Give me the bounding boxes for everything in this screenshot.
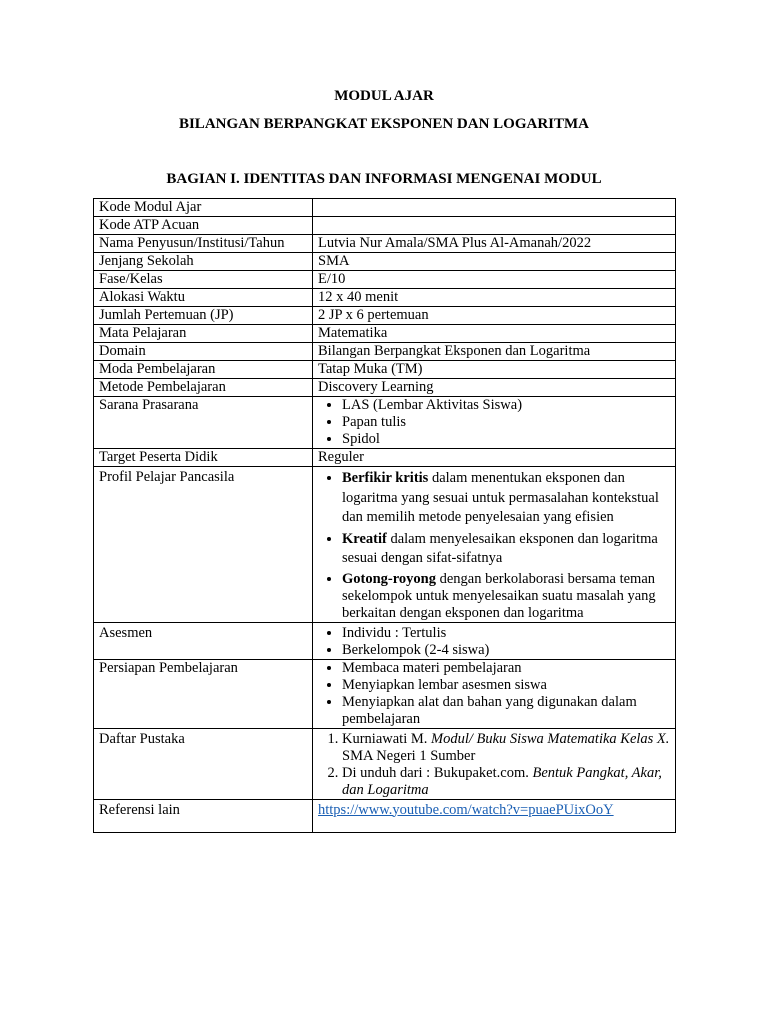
list-item bbox=[342, 469, 670, 528]
table-row bbox=[94, 289, 676, 307]
table-row bbox=[94, 271, 676, 289]
table-row bbox=[94, 217, 676, 235]
table-row bbox=[94, 379, 676, 397]
row-label: Profil Pelajar Pancasila bbox=[94, 467, 313, 623]
row-value: 12 x 40 menit bbox=[313, 289, 676, 307]
profil-list bbox=[318, 469, 670, 622]
list-item: • Berkelompok (2-4 siswa) bbox=[342, 642, 670, 659]
pustaka-list bbox=[318, 731, 670, 799]
row-label: Kode ATP Acuan bbox=[94, 217, 313, 235]
table-row bbox=[94, 622, 676, 659]
table-row bbox=[94, 361, 676, 379]
ref-author: Kurniawati M. bbox=[342, 730, 431, 747]
row-value bbox=[313, 397, 676, 449]
row-value bbox=[313, 622, 676, 659]
row-value bbox=[313, 799, 676, 832]
row-label: Asesmen bbox=[94, 622, 313, 659]
row-value: SMA bbox=[313, 253, 676, 271]
list-item: • Spidol bbox=[342, 431, 670, 448]
item-bold: Gotong-royong bbox=[342, 570, 436, 587]
row-value bbox=[313, 467, 676, 623]
ref-title: Modul/ Buku Siswa Matematika Kelas X. bbox=[431, 730, 670, 747]
row-label: Jumlah Pertemuan (JP) bbox=[94, 307, 313, 325]
table-row bbox=[94, 799, 676, 832]
sarana-list bbox=[318, 397, 670, 448]
list-item: • Menyiapkan lembar asesmen siswa bbox=[342, 677, 670, 694]
table-row bbox=[94, 467, 676, 623]
list-item bbox=[342, 530, 670, 569]
list-item: • Menyiapkan alat dan bahan yang digunakan dalam pembelajaran bbox=[342, 694, 670, 728]
table-row bbox=[94, 659, 676, 728]
row-value bbox=[313, 217, 676, 235]
row-value bbox=[313, 199, 676, 217]
ref-title: Bentuk Pangkat, Akar, dan Logaritma bbox=[342, 764, 662, 798]
table-row bbox=[94, 325, 676, 343]
ref-publisher: SMA Negeri 1 Sumber bbox=[342, 747, 476, 764]
table-row bbox=[94, 235, 676, 253]
row-value: Bilangan Berpangkat Eksponen dan Logaritma bbox=[313, 343, 676, 361]
row-label: Target Peserta Didik bbox=[94, 449, 313, 467]
list-item: • Papan tulis bbox=[342, 414, 670, 431]
row-label: Daftar Pustaka bbox=[94, 728, 313, 799]
item-text: dengan berkolaborasi bersama teman sekelompok untuk menyelesaikan suatu masalah yang berkaitan dengan eksponen dan logaritma bbox=[342, 570, 656, 621]
row-value bbox=[313, 659, 676, 728]
row-label: Kode Modul Ajar bbox=[94, 199, 313, 217]
list-item bbox=[342, 765, 670, 799]
item-text: dalam menyelesaikan eksponen dan logaritma sesuai dengan sifat-sifatnya bbox=[342, 530, 658, 566]
asesmen-list bbox=[318, 625, 670, 659]
row-label: Persiapan Pembelajaran bbox=[94, 659, 313, 728]
table-row bbox=[94, 728, 676, 799]
youtube-reference-link[interactable]: https://www.youtube.com/watch?v=puaePUixOoY bbox=[318, 801, 614, 818]
row-value: Matematika bbox=[313, 325, 676, 343]
table-row bbox=[94, 397, 676, 449]
row-label: Metode Pembelajaran bbox=[94, 379, 313, 397]
row-label: Moda Pembelajaran bbox=[94, 361, 313, 379]
table-row bbox=[94, 307, 676, 325]
row-value: Lutvia Nur Amala/SMA Plus Al-Amanah/2022 bbox=[313, 235, 676, 253]
ref-source: Di unduh dari : Bukupaket.com. bbox=[342, 764, 533, 781]
item-bold: Kreatif bbox=[342, 530, 387, 547]
list-item: • Membaca materi pembelajaran bbox=[342, 660, 670, 677]
row-label: Nama Penyusun/Institusi/Tahun bbox=[94, 235, 313, 253]
list-item: • Individu : Tertulis bbox=[342, 625, 670, 642]
list-item: • LAS (Lembar Aktivitas Siswa) bbox=[342, 397, 670, 414]
row-value: Reguler bbox=[313, 449, 676, 467]
row-label: Jenjang Sekolah bbox=[94, 253, 313, 271]
row-value bbox=[313, 728, 676, 799]
item-bold: Berfikir kritis bbox=[342, 470, 429, 486]
row-label: Alokasi Waktu bbox=[94, 289, 313, 307]
row-value: Discovery Learning bbox=[313, 379, 676, 397]
list-item bbox=[342, 731, 670, 765]
row-value: Tatap Muka (TM) bbox=[313, 361, 676, 379]
document-title: MODUL AJAR bbox=[334, 88, 434, 104]
document-subtitle: BILANGAN BERPANGKAT EKSPONEN DAN LOGARITMA bbox=[178, 116, 590, 132]
table-row bbox=[94, 253, 676, 271]
item-text: dalam menentukan eksponen dan logaritma yang sesuai untuk permasalahan kontekstual dan memilih metode penyelesaian yang efisien bbox=[342, 470, 659, 525]
section-heading: BAGIAN I. IDENTITAS DAN INFORMASI MENGENAI MODUL bbox=[166, 171, 602, 187]
list-item bbox=[342, 571, 670, 622]
module-identity-table bbox=[93, 198, 676, 833]
row-label: Referensi lain bbox=[94, 799, 313, 832]
persiapan-list bbox=[318, 660, 670, 728]
table-row bbox=[94, 343, 676, 361]
row-value: 2 JP x 6 pertemuan bbox=[313, 307, 676, 325]
row-label: Sarana Prasarana bbox=[94, 397, 313, 449]
row-label: Domain bbox=[94, 343, 313, 361]
table-row bbox=[94, 199, 676, 217]
table-row bbox=[94, 449, 676, 467]
row-label: Mata Pelajaran bbox=[94, 325, 313, 343]
row-label: Fase/Kelas bbox=[94, 271, 313, 289]
row-value: E/10 bbox=[313, 271, 676, 289]
